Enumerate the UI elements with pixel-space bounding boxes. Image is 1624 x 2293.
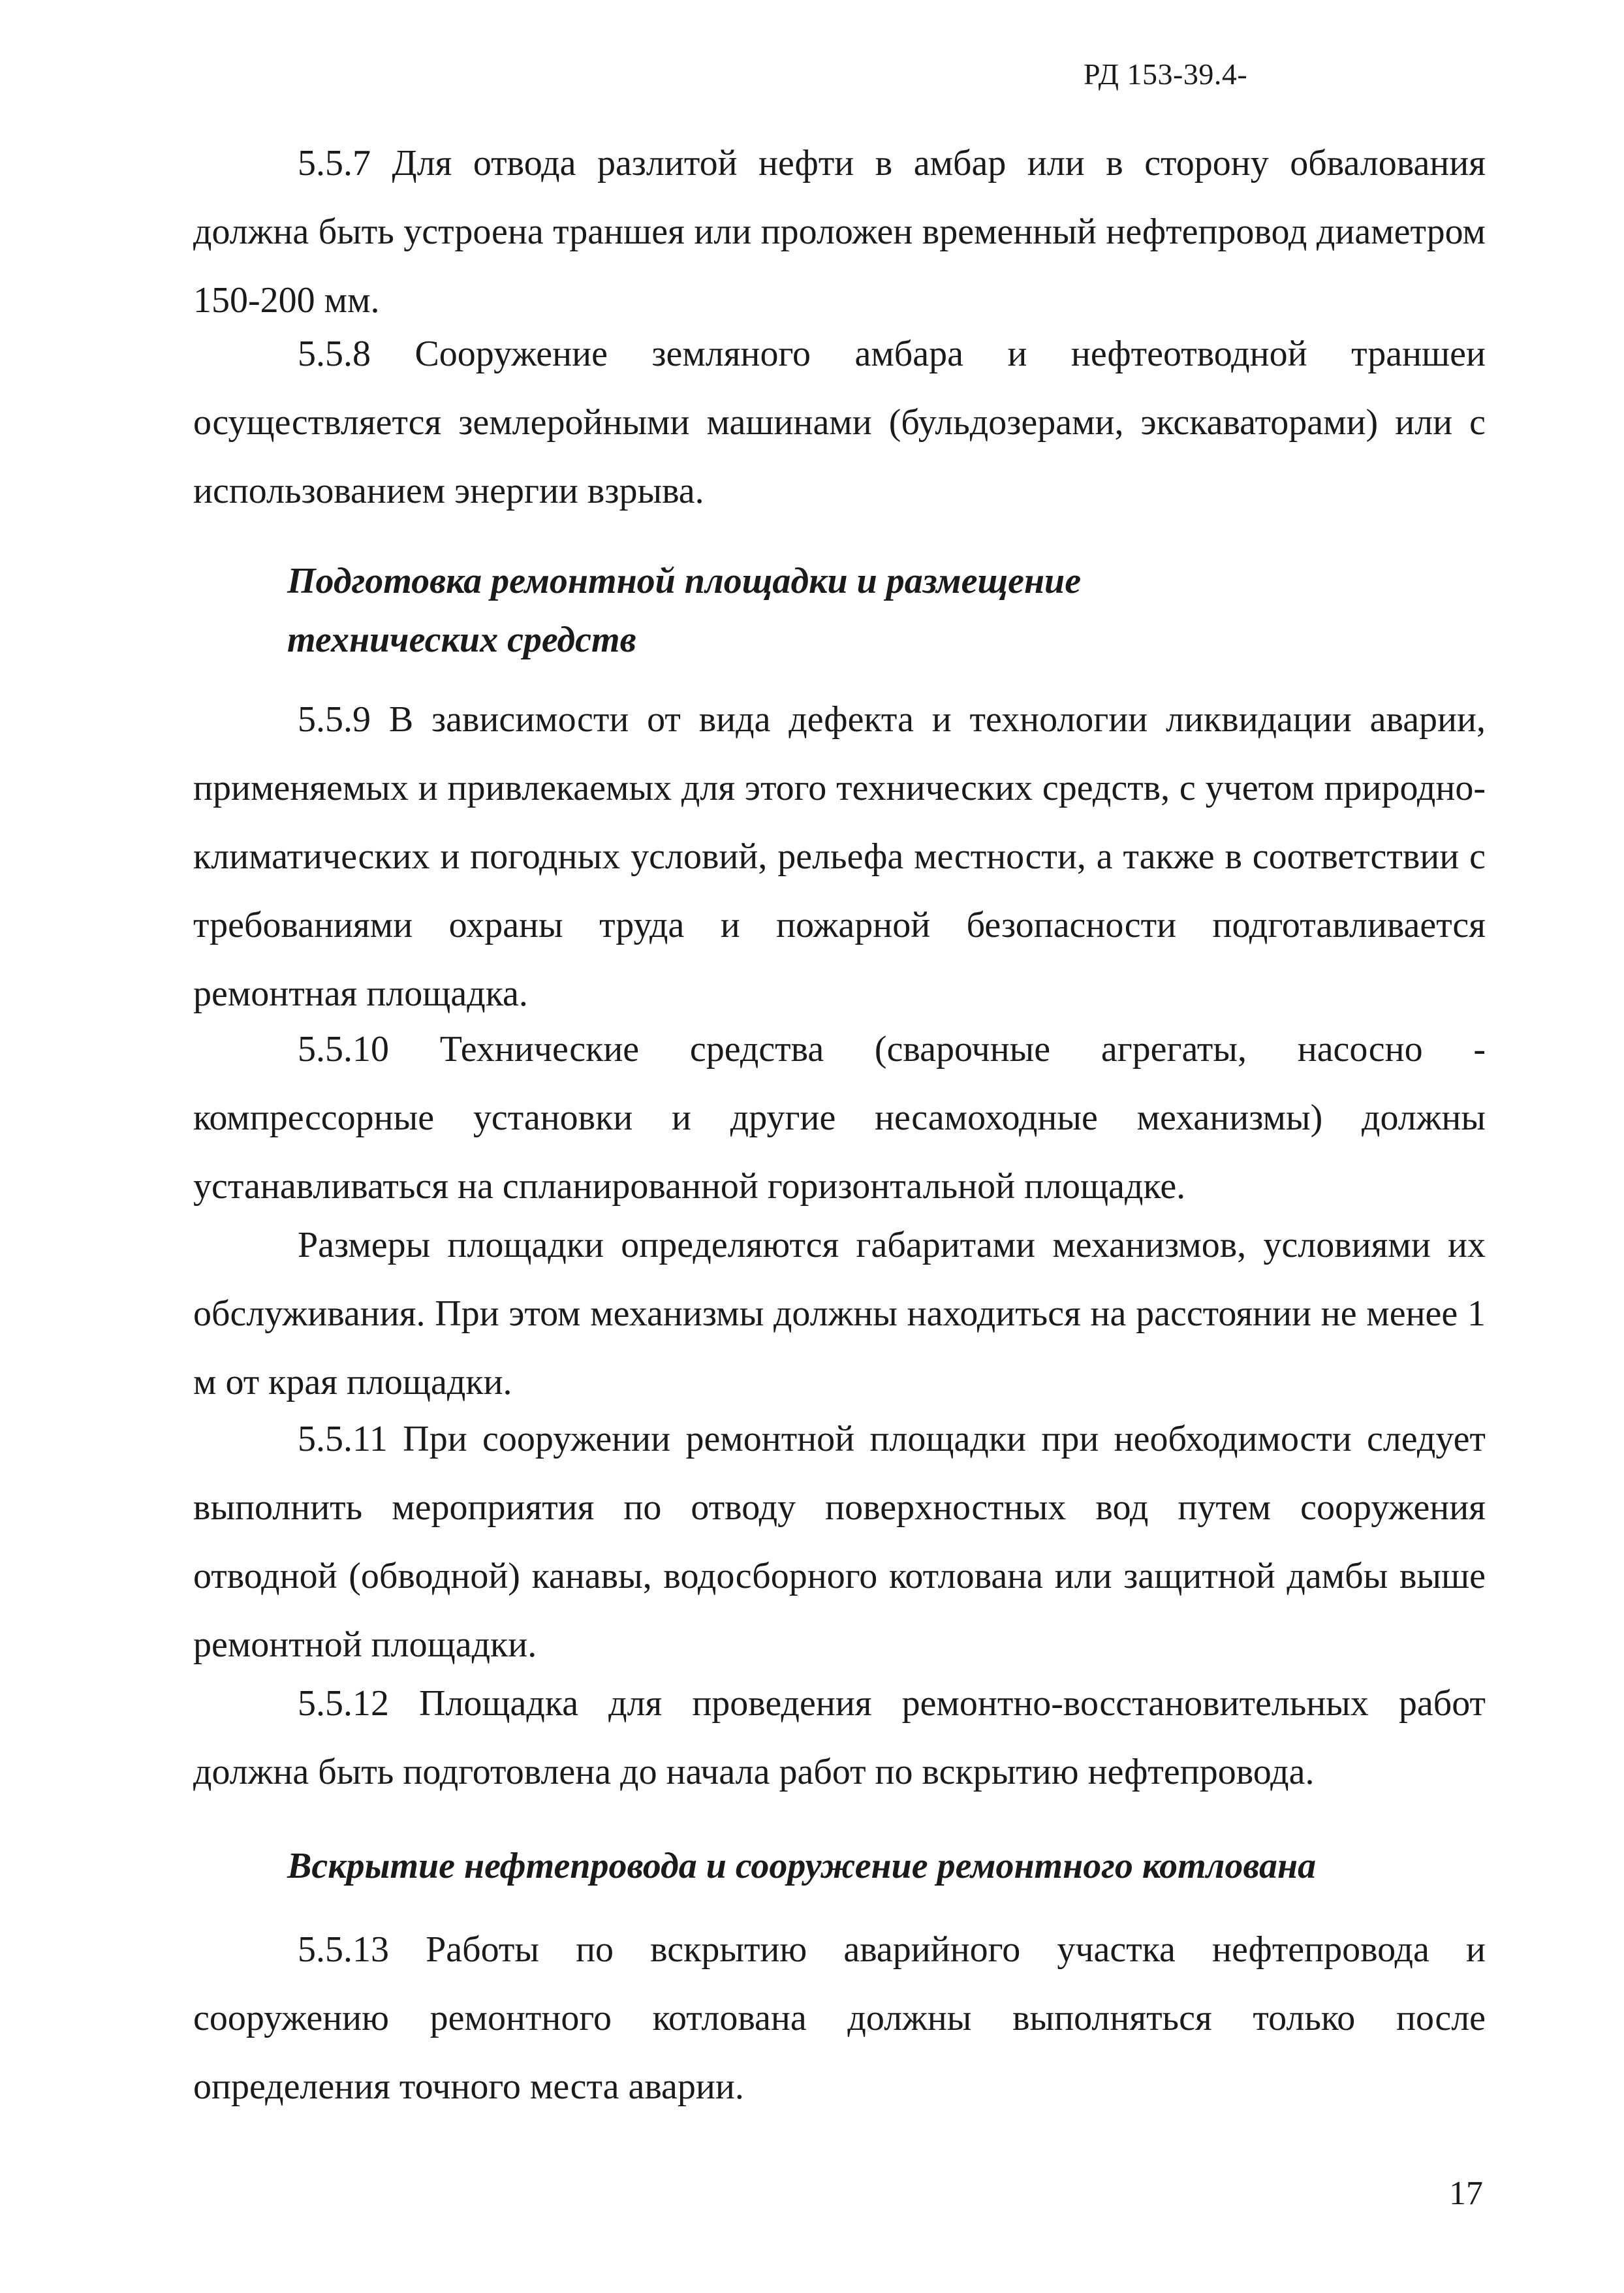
paragraph-5-5-8: 5.5.8 Сооружение земляного амбара и нефтеотводной траншеи осуществляется землеройными машинами (бульдозерами, экскаваторами) или с использованием энергии взрыва. [193,334,1486,511]
section-heading-repair-site-line-1: Подготовка ремонтной площадки и размещение [287,561,1082,601]
paragraph-site-dimensions: Размеры площадки определяются габаритами механизмов, условиями их обслуживания. При этом механизмы должны находиться на расстоянии не менее 1 м от края площадки. [193,1225,1486,1402]
document-code: РД 153-39.4- [1084,57,1248,91]
paragraph-5-5-12: 5.5.12 Площадка для проведения ремонтно-восстановительных работ должна быть подготовлена до начала работ по вскрытию нефтепровода. [193,1683,1486,1792]
paragraph-5-5-11: 5.5.11 При сооружении ремонтной площадки при необходимости следует выполнить мероприятия по отводу поверхностных вод путем сооружения отводной (обводной) канавы, водосборного котлована или защитной дамбы выше ремонтной площадки. [193,1419,1486,1665]
paragraph-5-5-10: 5.5.10 Технические средства (сварочные агрегаты, насосно - компрессорные установки и другие несамоходные механизмы) должны устанавливаться на спланированной горизонтальной площадке. [193,1029,1486,1207]
paragraph-5-5-9: 5.5.9 В зависимости от вида дефекта и технологии ликвидации аварии, применяемых и привлекаемых для этого технических средств, с учетом природно-климатических и погодных условий, рельефа местности, а также в соответствии с требованиями охраны труда и пожарной безопасности подготавливается ремонтная площадка. [193,699,1486,1014]
section-heading-repair-site-line-2: технических средств [287,620,636,660]
paragraph-5-5-7: 5.5.7 Для отвода разлитой нефти в амбар или в сторону обвалования должна быть устроена траншея или проложен временный нефтепровод диаметром 150-200 мм. [193,143,1486,321]
page-number: 17 [1449,2175,1483,2212]
section-heading-pipeline-opening: Вскрытие нефтепровода и сооружение ремонтного котлована [287,1846,1317,1886]
paragraph-5-5-13: 5.5.13 Работы по вскрытию аварийного участка нефтепровода и сооружению ремонтного котлована должны выполняться только после определения точного места аварии. [193,1929,1486,2107]
